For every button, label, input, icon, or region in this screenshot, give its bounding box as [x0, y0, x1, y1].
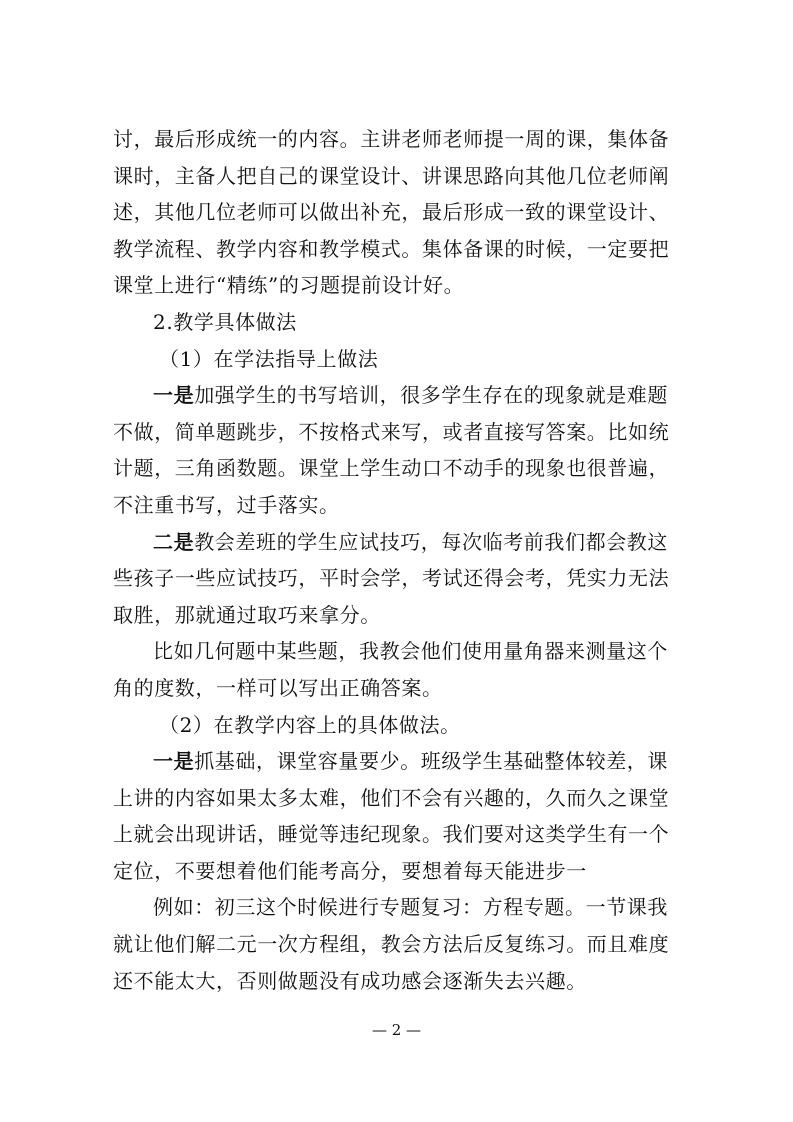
- text-line: [113, 194, 693, 231]
- text-line: [113, 889, 693, 926]
- line-text: 课堂上进行“精练”的习题提前设计好。: [113, 273, 465, 298]
- line-text: 定位，不要想着他们能考高分，要想着每天能进步一: [113, 858, 587, 883]
- line-text: 不注重书写，过手落实。: [113, 492, 340, 517]
- text-line: [113, 926, 693, 963]
- line-text: 不做，简单题跳步，不按格式来写，或者直接写答案。比如统: [113, 419, 670, 444]
- text-line: [113, 487, 693, 524]
- section-heading: [113, 304, 693, 341]
- text-line: [113, 414, 693, 451]
- text-line: [113, 853, 693, 890]
- line-text: 些孩子一些应试技巧，平时会学，考试还得会考，凭实力无法: [113, 566, 670, 591]
- line-text: 教会差班的学生应试技巧，每次临考前我们都会教这: [194, 529, 669, 554]
- text-line: [113, 743, 693, 780]
- text-line: [113, 780, 693, 817]
- text-line: [113, 816, 693, 853]
- text-line: [113, 377, 693, 414]
- line-text: 上就会出现讲话，睡觉等违纪现象。我们要对这类学生有一个: [113, 822, 670, 847]
- heading-text: 2.教学具体做法: [153, 309, 297, 334]
- line-text: 抓基础，课堂容量要少。班级学生基础整体较差，课: [194, 749, 669, 774]
- text-line: [113, 158, 693, 195]
- line-text: 述，其他几位老师可以做出补充，最后形成一致的课堂设计、: [113, 200, 670, 225]
- text-line: [113, 670, 693, 707]
- line-text: 课时，主备人把自己的课堂设计、讲课思路向其他几位老师阐: [113, 163, 670, 188]
- line-text: 加强学生的书写培训，很多学生存在的现象就是难题: [194, 383, 669, 408]
- line-text: 还不能太大，否则做题没有成功感会逐渐失去兴趣。: [113, 968, 587, 993]
- text-line: [113, 597, 693, 634]
- text-line: [113, 231, 693, 268]
- line-text: 取胜，那就通过取巧来拿分。: [113, 602, 381, 627]
- line-text: 就让他们解二元一次方程组，教会方法后反复练习。而且难度: [113, 932, 670, 957]
- line-text: 讨，最后形成统一的内容。主讲老师老师提一周的课，集体备: [113, 127, 670, 151]
- line-text: 角的度数，一样可以写出正确答案。: [113, 675, 443, 700]
- text-line: [113, 633, 693, 670]
- line-text: 上讲的内容如果太多太难，他们不会有兴趣的，久而久之课堂: [113, 785, 670, 810]
- text-line: [113, 450, 693, 487]
- line-text: 计题，三角函数题。课堂上学生动口不动手的现象也很普遍，: [113, 456, 670, 481]
- line-text: 教学流程、教学内容和教学模式。集体备课的时候，一定要把: [113, 236, 670, 261]
- body-text: [113, 121, 693, 999]
- text-line: [113, 560, 693, 597]
- text-line: [113, 524, 693, 561]
- heading-text: （1）在学法指导上做法: [159, 346, 379, 371]
- lead-label: 一是: [153, 749, 195, 774]
- subsection-heading: [113, 341, 693, 378]
- text-line: [113, 267, 693, 304]
- line-text: 例如：初三这个时候进行专题复习：方程专题。一节课我: [153, 895, 668, 920]
- heading-text: （2）在教学内容上的具体做法。: [159, 712, 461, 737]
- page-number: — 2 —: [371, 1021, 422, 1039]
- text-line: [113, 963, 693, 1000]
- text-line: [113, 121, 693, 158]
- line-text: 比如几何题中某些题，我教会他们使用量角器来测量这个: [153, 639, 668, 664]
- lead-label: 二是: [153, 529, 195, 554]
- subsection-heading: [113, 707, 693, 744]
- lead-label: 一是: [153, 383, 195, 408]
